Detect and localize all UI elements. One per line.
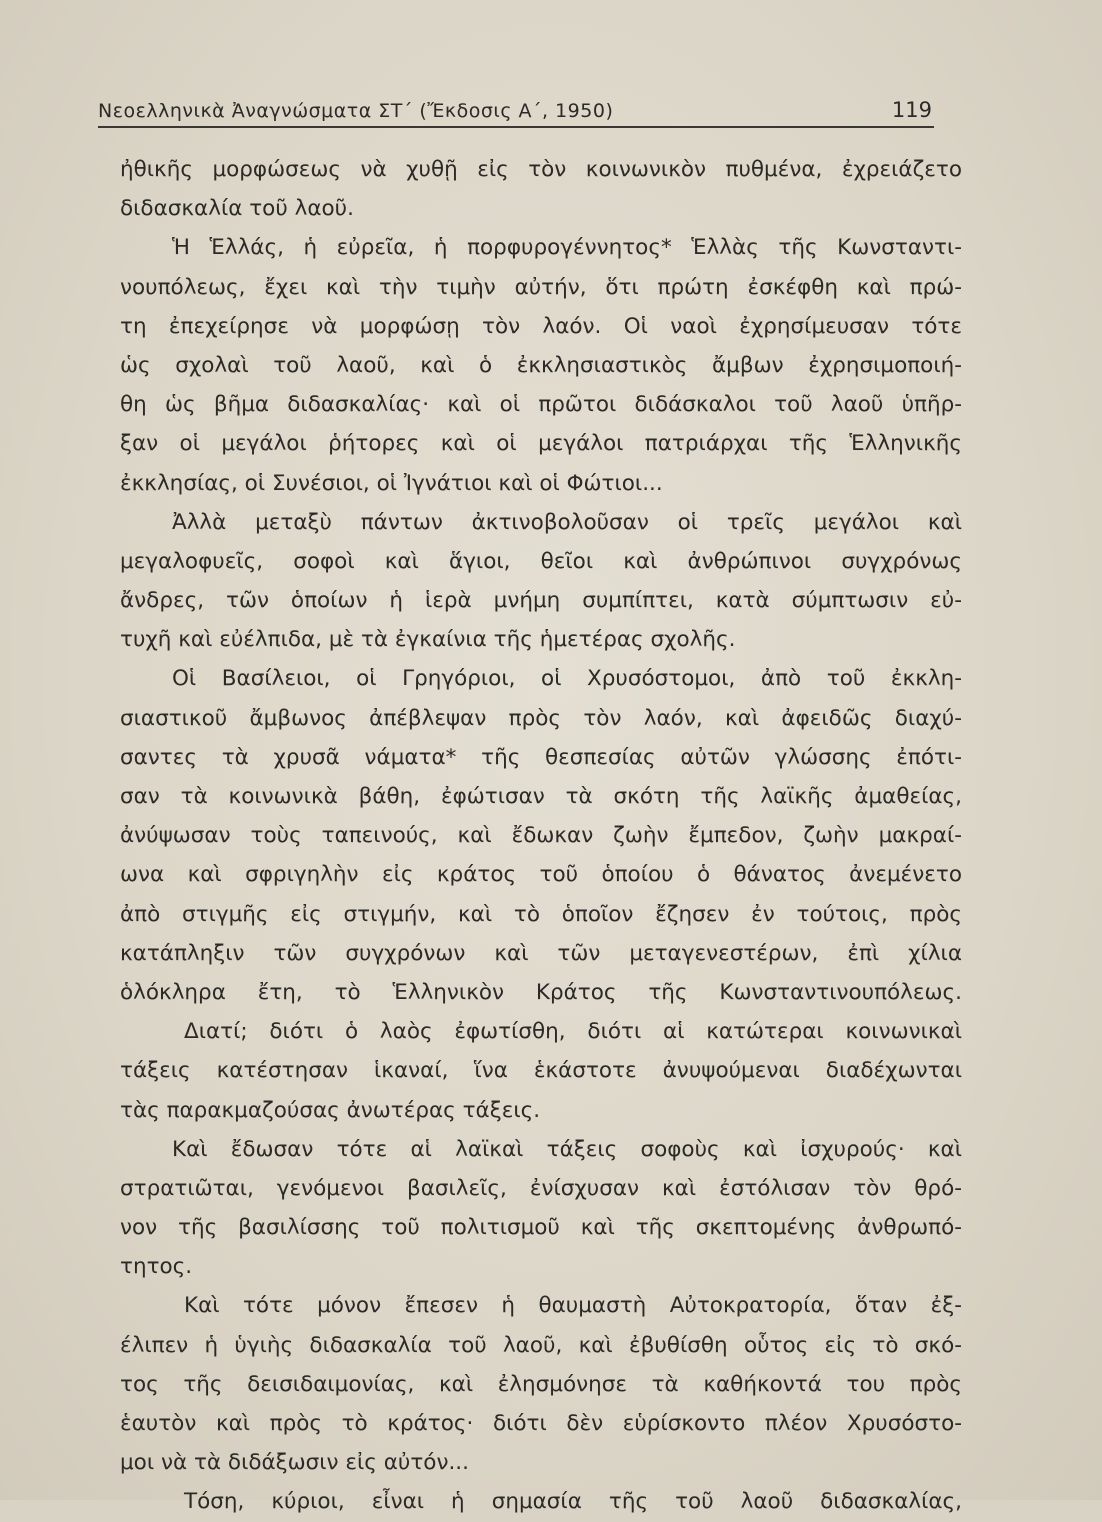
page-number: 119 <box>891 98 932 122</box>
text-line: σαντες τὰ χρυσᾶ νάματα* τῆς θεσπεσίας αὐτῶν γλώσσης ἐπότι- <box>120 744 962 770</box>
text-line: τητος. <box>120 1254 193 1280</box>
text-line: ξαν οἱ μεγάλοι ῥήτορες καὶ οἱ μεγάλοι πατριάρχαι τῆς Ἑλληνικῆς <box>120 431 962 457</box>
text-line: τάξεις κατέστησαν ἱκαναί, ἵνα ἑκάστοτε ἀνυψούμεναι διαδέχωνται <box>120 1058 962 1084</box>
text-line: διδασκαλία τοῦ λαοῦ. <box>120 196 354 222</box>
text-line: ἑαυτὸν καὶ πρὸς τὸ κράτος· διότι δὲν εὑρίσκοντο πλέον Χρυσόστο- <box>120 1411 962 1436</box>
text-line: τος τῆς δεισιδαιμονίας, καὶ ἐλησμόνησε τὰ καθήκοντά του πρὸς <box>120 1371 962 1397</box>
running-header <box>98 92 934 128</box>
text-line: τυχῆ καὶ εὐέλπιδα, μὲ τὰ ἐγκαίνια τῆς ἡμετέρας σχολῆς. <box>120 627 736 653</box>
text-line: μεγαλοφυεῖς, σοφοὶ καὶ ἅγιοι, θεῖοι καὶ ἀνθρώπινοι συγχρόνως <box>120 548 962 574</box>
text-line: ὡς σχολαὶ τοῦ λαοῦ, καὶ ὁ ἐκκλησιαστικὸς ἄμβων ἐχρησιμοποιή- <box>120 352 962 378</box>
text-line: μοι νὰ τὰ διδάξωσιν εἰς αὐτόν... <box>120 1450 469 1476</box>
text-line: ὁλόκληρα ἔτη, τὸ Ἑλληνικὸν Κράτος τῆς Κωνσταντινουπόλεως. <box>120 979 962 1005</box>
text-line: ἀπὸ στιγμῆς εἰς στιγμήν, καὶ τὸ ὁποῖον ἔζησεν ἐν τούτοις, πρὸς <box>120 901 962 927</box>
text-line: Τόση, κύριοι, εἶναι ἡ σημασία τῆς τοῦ λαοῦ διδασκαλίας, <box>184 1489 962 1515</box>
text-line: τὰς παρακμαζούσας ἀνωτέρας τάξεις. <box>120 1097 541 1123</box>
text-line: Ἀλλὰ μεταξὺ πάντων ἀκτινοβολοῦσαν οἱ τρεῖς μεγάλοι καὶ <box>172 509 962 535</box>
text-line: θη ὡς βῆμα διδασκαλίας· καὶ οἱ πρῶτοι διδάσκαλοι τοῦ λαοῦ ὑπῆρ- <box>120 392 962 418</box>
text-line: Καὶ ἔδωσαν τότε αἱ λαϊκαὶ τάξεις σοφοὺς καὶ ἰσχυρούς· καὶ <box>172 1136 962 1162</box>
text-line: έλιπεν ἡ ὑγιὴς διδασκαλία τοῦ λαοῦ, καὶ ἐβυθίσθη οὗτος εἰς τὸ σκό- <box>120 1332 962 1358</box>
header-title: Νεοελληνικὰ Ἀναγνώσματα ΣΤ΄ (Ἔκδοσις Α΄, 1950) <box>98 100 614 122</box>
text-line: Ἡ Ἑλλάς, ἡ εὐρεῖα, ἡ πορφυρογέννητος* Ἑλλὰς τῆς Κωνσταντι- <box>172 235 962 261</box>
text-line: νουπόλεως, ἔχει καὶ τὴν τιμὴν αὐτήν, ὅτι πρώτη ἐσκέφθη καὶ πρώ- <box>120 274 962 300</box>
text-line: ἀνύψωσαν τοὺς ταπεινούς, καὶ ἔδωκαν ζωὴν ἔμπεδον, ζωὴν μακραί- <box>120 823 962 849</box>
text-line: ωνα καὶ σφριγηλὴν εἰς κράτος τοῦ ὁποίου ὁ θάνατος ἀνεμένετο <box>120 862 962 888</box>
text-line: στρατιῶται, γενόμενοι βασιλεῖς, ἐνίσχυσαν καὶ ἐστόλισαν τὸν θρό- <box>120 1175 962 1201</box>
text-line: κατάπληξιν τῶν συγχρόνων καὶ τῶν μεταγενεστέρων, ἐπὶ χίλια <box>120 940 962 966</box>
text-line: ἄνδρες, τῶν ὁποίων ἡ ἱερὰ μνήμη συμπίπτει, κατὰ σύμπτωσιν εὐ- <box>120 588 962 614</box>
text-line: Οἱ Βασίλειοι, οἱ Γρηγόριοι, οἱ Χρυσόστομοι, ἀπὸ τοῦ ἐκκλη- <box>172 666 962 692</box>
text-line: σαν τὰ κοινωνικὰ βάθη, ἐφώτισαν τὰ σκότη τῆς λαϊκῆς ἀμαθείας, <box>120 784 962 809</box>
text-line: σιαστικοῦ ἄμβωνος ἀπέβλεψαν πρὸς τὸν λαόν, καὶ ἀφειδῶς διαχύ- <box>120 705 962 731</box>
text-line: νον τῆς βασιλίσσης τοῦ πολιτισμοῦ καὶ τῆς σκεπτομένης ἀνθρωπό- <box>120 1215 962 1241</box>
text-line: ἐκκλησίας, οἱ Συνέσιοι, οἱ Ἰγνάτιοι καὶ οἱ Φώτιοι... <box>120 470 663 496</box>
text-line: Διατί; διότι ὁ λαὸς ἐφωτίσθη, διότι αἱ κατώτεραι κοινωνικαὶ <box>184 1019 962 1045</box>
text-line: Καὶ τότε μόνον ἔπεσεν ἡ θαυμαστὴ Αὐτοκρατορία, ὅταν ἐξ- <box>184 1293 962 1319</box>
body-text <box>120 150 962 1522</box>
text-line: ἠθικῆς μορφώσεως νὰ χυθῇ εἰς τὸν κοινωνικὸν πυθμένα, ἐχρειάζετο <box>120 157 962 182</box>
text-line: τη ἐπεχείρησε νὰ μορφώσῃ τὸν λαόν. Οἱ ναοὶ ἐχρησίμευσαν τότε <box>120 313 962 339</box>
